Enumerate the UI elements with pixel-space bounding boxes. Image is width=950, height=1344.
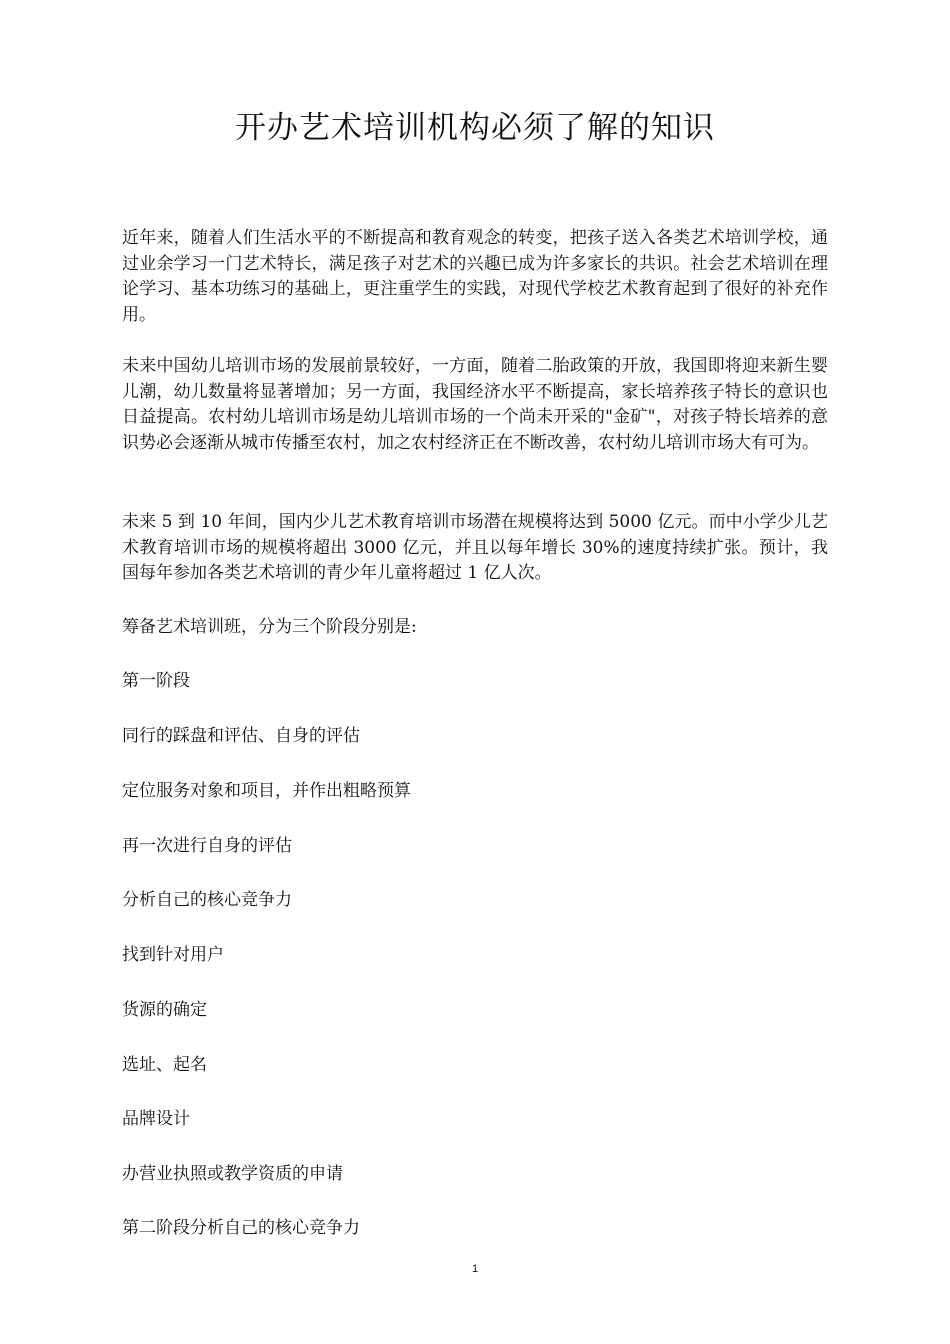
page-number: 1 <box>471 1263 479 1275</box>
list-item: 选址、起名 <box>122 1055 207 1075</box>
paragraph-market-scale: 未来 5 到 10 年间，国内少儿艺术教育培训市场潜在规模将达到 5000 亿元。而中小学少儿艺术教育培训市场的规模将超出 3000 亿元，并且以每年增长 30%的速度持续扩张。预计，我国每年参加各类艺术培训的青少年儿童将超过 1 亿人次。 <box>122 512 828 583</box>
list-item: 同行的踩盘和评估、自身的评估 <box>122 726 360 746</box>
list-item: 货源的确定 <box>122 1000 207 1020</box>
list-item: 办营业执照或教学资质的申请 <box>122 1164 343 1184</box>
list-item: 第一阶段 <box>122 671 190 691</box>
list-item: 第二阶段分析自己的核心竞争力 <box>122 1218 360 1238</box>
document-title: 开办艺术培训机构必须了解的知识 <box>235 110 715 146</box>
paragraph-intro: 近年来，随着人们生活水平的不断提高和教育观念的转变，把孩子送入各类艺术培训学校，通过业余学习一门艺术特长，满足孩子对艺术的兴趣已成为许多家长的共识。社会艺术培训在理论学习、基本功练习的基础上，更注重学生的实践，对现代学校艺术教育起到了很好的补充作用。 <box>122 228 828 325</box>
paragraph-market-outlook: 未来中国幼儿培训市场的发展前景较好，一方面，随着二胎政策的开放，我国即将迎来新生婴儿潮，幼儿数量将显著增加；另一方面，我国经济水平不断提高，家长培养孩子特长的意识也日益提高。农村幼儿培训市场是幼儿培训市场的一个尚未开采的"金矿"，对孩子特长培养的意识势必会逐渐从城市传播至农村，加之农村经济正在不断改善，农村幼儿培训市场大有可为。 <box>122 356 828 453</box>
list-item: 找到针对用户 <box>122 945 224 965</box>
list-item: 分析自己的核心竞争力 <box>122 890 292 910</box>
list-item: 品牌设计 <box>122 1109 190 1129</box>
list-item: 再一次进行自身的评估 <box>122 836 292 856</box>
list-item: 定位服务对象和项目，并作出粗略预算 <box>122 781 411 801</box>
list-item: 筹备艺术培训班，分为三个阶段分别是: <box>122 617 417 637</box>
